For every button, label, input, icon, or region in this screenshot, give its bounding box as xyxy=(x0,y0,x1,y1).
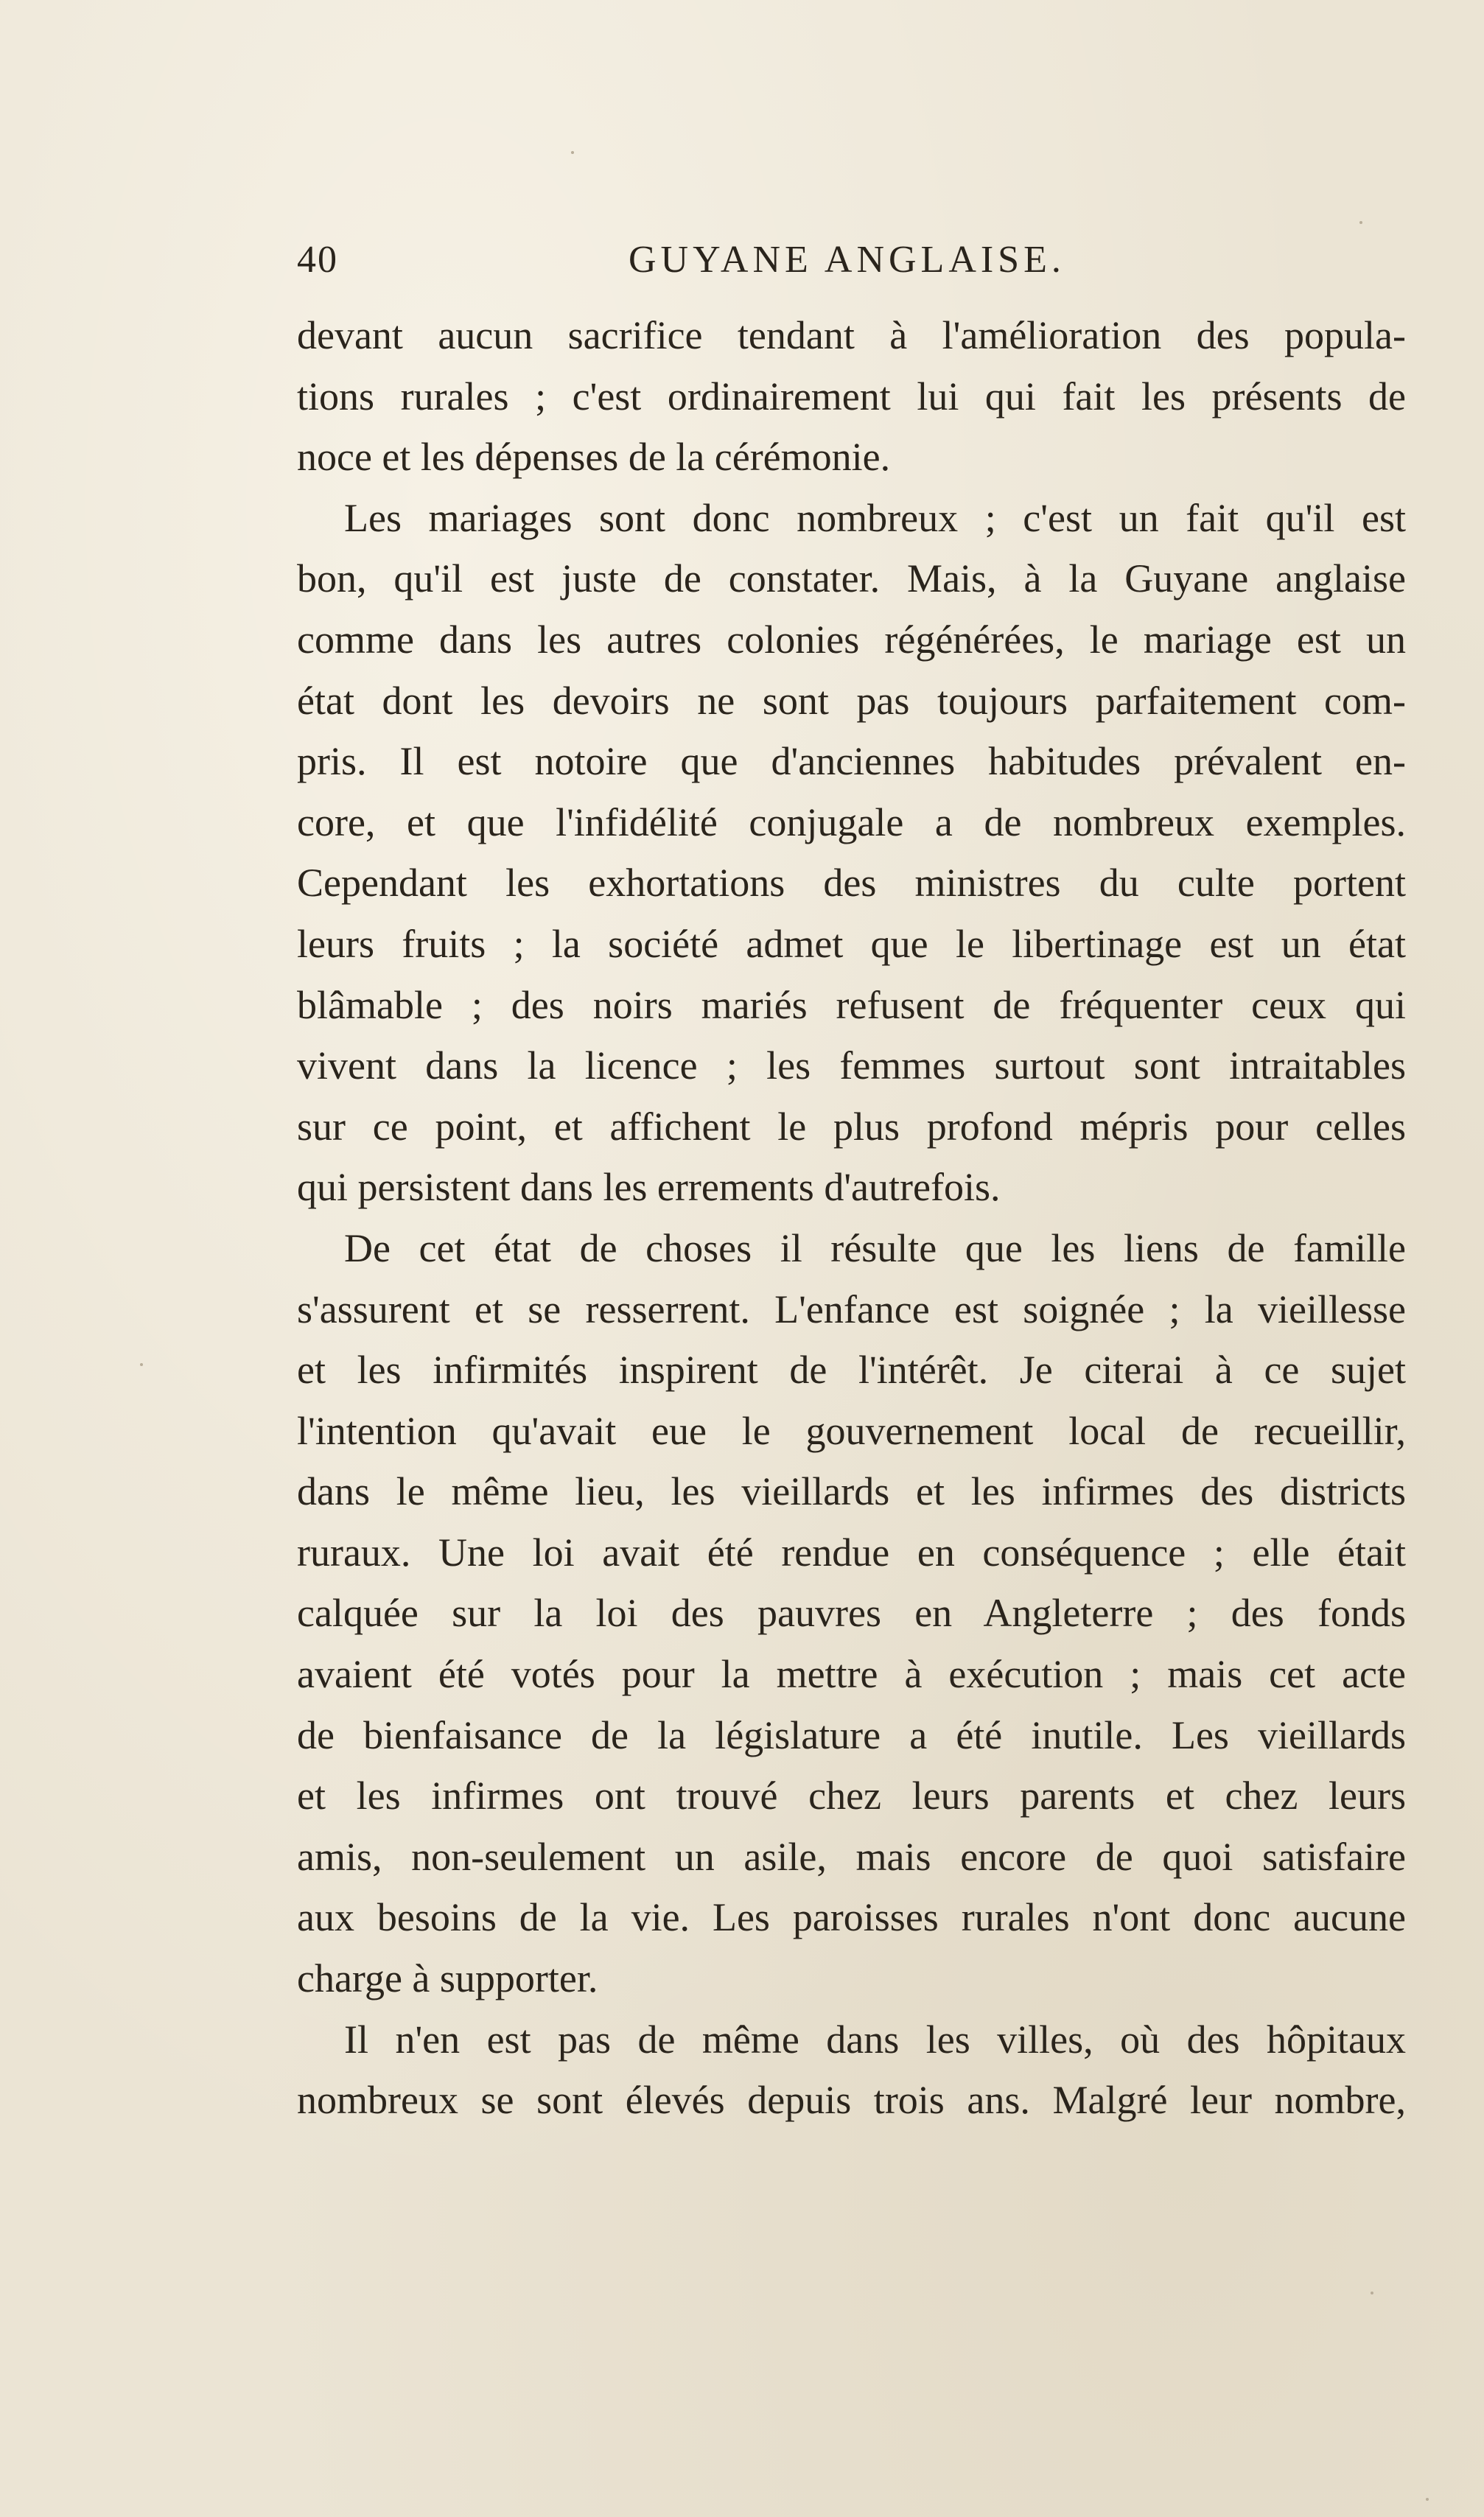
paper-speck xyxy=(140,1363,143,1366)
text-line: charge à supporter. xyxy=(297,1956,598,2001)
text-line: vivent dans la licence ; les femmes surtout sont intraitables xyxy=(297,1043,1406,1088)
text-line: et les infirmes ont trouvé chez leurs parents et chez leurs xyxy=(297,1774,1406,1818)
text-line: nombreux se sont élevés depuis trois ans. Malgré leur nombre, xyxy=(297,2078,1406,2123)
text-line: calquée sur la loi des pauvres en Angleterre ; des fonds xyxy=(297,1591,1406,1636)
text-line: sur ce point, et affichent le plus profond mépris pour celles xyxy=(297,1104,1406,1149)
text-line: dans le même lieu, les vieillards et les infirmes des districts xyxy=(297,1469,1406,1514)
text-line: bon, qu'il est juste de constater. Mais, à la Guyane anglaise xyxy=(297,556,1406,601)
text-line: Les mariages sont donc nombreux ; c'est un fait qu'il est xyxy=(344,495,1406,540)
text-line: core, et que l'infidélité conjugale a de nombreux exemples. xyxy=(297,799,1406,844)
text-line: Cependant les exhortations des ministres du culte portent xyxy=(297,861,1406,906)
text-line: amis, non-seulement un asile, mais encore de quoi satisfaire xyxy=(297,1834,1406,1879)
text-line: l'intention qu'avait eue le gouvernement local de recueillir, xyxy=(297,1408,1406,1453)
text-line: leurs fruits ; la société admet que le libertinage est un état xyxy=(297,921,1406,966)
text-line: devant aucun sacrifice tendant à l'amélioration des popula- xyxy=(297,313,1406,357)
text-line: pris. Il est notoire que d'anciennes habitudes prévalent en- xyxy=(297,739,1406,784)
page-header xyxy=(297,234,1406,286)
running-head: GUYANE ANGLAISE. xyxy=(629,239,1065,281)
paper-speck xyxy=(1426,2498,1429,2501)
text-line: comme dans les autres colonies régénérées, le mariage est un xyxy=(297,617,1406,662)
paper-speck xyxy=(571,151,574,154)
text-line: s'assurent et se resserrent. L'enfance est soignée ; la vieillesse xyxy=(297,1286,1406,1331)
paper-speck xyxy=(1359,221,1362,224)
text-line: noce et les dépenses de la cérémonie. xyxy=(297,435,891,480)
page-number: 40 xyxy=(297,239,338,281)
text-line: De cet état de choses il résulte que les liens de famille xyxy=(344,1225,1406,1270)
body-text xyxy=(297,305,1406,2131)
paper-speck xyxy=(1371,2292,1373,2294)
text-line: aux besoins de la vie. Les paroisses rurales n'ont donc aucune xyxy=(297,1895,1406,1940)
text-line: et les infirmités inspirent de l'intérêt. Je citerai à ce sujet xyxy=(297,1348,1406,1393)
text-line: blâmable ; des noirs mariés refusent de fréquenter ceux qui xyxy=(297,982,1406,1027)
text-line: avaient été votés pour la mettre à exécution ; mais cet acte xyxy=(297,1652,1406,1697)
text-line: de bienfaisance de la législature a été inutile. Les vieillards xyxy=(297,1712,1406,1757)
text-line: tions rurales ; c'est ordinairement lui qui fait les présents de xyxy=(297,374,1406,419)
text-line: état dont les devoirs ne sont pas toujours parfaitement com- xyxy=(297,678,1406,723)
text-line: qui persistent dans les errements d'autrefois. xyxy=(297,1165,1001,1210)
text-line: ruraux. Une loi avait été rendue en conséquence ; elle était xyxy=(297,1530,1406,1575)
text-line: Il n'en est pas de même dans les villes, où des hôpitaux xyxy=(344,2017,1406,2062)
